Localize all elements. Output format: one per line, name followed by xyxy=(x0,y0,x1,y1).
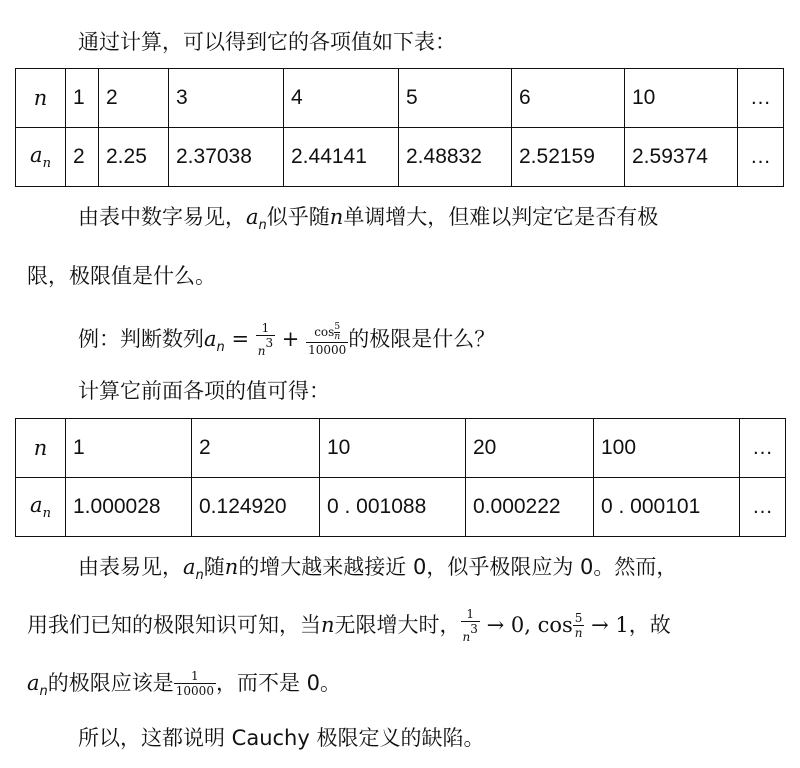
compute-line: 计算它前面各项的值可得： xyxy=(78,379,330,403)
table-row xyxy=(16,69,784,128)
text: 随 xyxy=(203,555,225,579)
conclusion-line: 所以，这都说明 Cauchy 极限定义的缺陷。 xyxy=(78,726,485,750)
paragraph-2-line-2 xyxy=(27,608,671,644)
limit-arrow-expression: → 0, cos xyxy=(479,613,573,637)
var-n: n xyxy=(462,630,471,644)
var-sub-n: n xyxy=(42,506,51,521)
paragraph-1-line-1 xyxy=(78,202,658,241)
text: 的极限应该是 xyxy=(47,671,174,695)
table-cell: 4 xyxy=(284,69,399,128)
var-n: n xyxy=(574,626,583,640)
table-cell: 2.48832 xyxy=(399,128,512,187)
row-label-n: n xyxy=(16,419,66,478)
table-cell: 0 . 001088 xyxy=(320,478,466,537)
fraction-cos-over-10000 xyxy=(306,323,348,357)
denominator xyxy=(461,622,480,644)
inner-denominator: n xyxy=(334,332,341,342)
var-a: a xyxy=(183,555,196,579)
text: 的增大越来越接近 0，似乎极限应为 0。然而， xyxy=(238,555,678,579)
var-a: a xyxy=(246,205,259,229)
text: ，而不是 0。 xyxy=(215,671,342,695)
table-cell: 10 xyxy=(320,419,466,478)
table-cell: 10 xyxy=(625,69,738,128)
table-cell: 2.44141 xyxy=(284,128,399,187)
text: 单调增大，但难以判定它是否有极 xyxy=(343,205,659,229)
values-table-2 xyxy=(15,418,786,537)
table-cell-ellipsis: … xyxy=(738,128,784,187)
text: 用我们已知的极限知识可知，当 xyxy=(27,613,321,637)
text: 的极限是什么？ xyxy=(348,327,496,351)
table-cell: 20 xyxy=(466,419,594,478)
text: 例：判断数列 xyxy=(78,327,204,351)
text: 由表中数字易见， xyxy=(78,205,246,229)
table-cell: 0 . 000101 xyxy=(594,478,740,537)
table-cell: 2 xyxy=(99,69,169,128)
fraction-1-over-n3 xyxy=(461,608,480,644)
table-cell: 2.59374 xyxy=(625,128,738,187)
row-label-an xyxy=(16,128,66,187)
fraction-1-over-10000 xyxy=(174,670,216,698)
table-cell: 2.37038 xyxy=(169,128,284,187)
table-cell: 2 xyxy=(66,128,99,187)
denominator: 10000 xyxy=(175,684,214,698)
paragraph-2-line-1 xyxy=(78,552,677,591)
denominator: 10000 xyxy=(308,343,347,357)
table-cell: 0.124920 xyxy=(192,478,320,537)
row-label-an xyxy=(16,478,66,537)
values-table-1 xyxy=(15,68,784,187)
table-row xyxy=(16,128,784,187)
numerator: 5 xyxy=(573,612,585,626)
cos-function: cos xyxy=(314,325,335,339)
var-sub-n: n xyxy=(195,568,204,583)
var-sub-n: n xyxy=(39,684,48,699)
text: 似乎随 xyxy=(266,205,330,229)
var-n: n xyxy=(224,555,239,579)
text: 由表易见， xyxy=(78,555,183,579)
var-sub-n: n xyxy=(258,218,267,233)
var-sub-n: n xyxy=(42,156,51,171)
denominator xyxy=(256,336,275,358)
table-cell: 0.000222 xyxy=(466,478,594,537)
inner-numerator: 5 xyxy=(334,322,341,332)
table-row xyxy=(16,419,786,478)
intro-line: 通过计算，可以得到它的各项值如下表： xyxy=(78,30,456,54)
inner-fraction xyxy=(334,323,340,342)
exponent: 3 xyxy=(265,336,274,350)
exponent: 3 xyxy=(470,622,478,636)
table-cell: 2 xyxy=(192,419,320,478)
paragraph-1-line-2: 限，极限值是什么。 xyxy=(27,264,216,288)
numerator xyxy=(306,323,348,343)
table-cell-ellipsis: … xyxy=(740,419,786,478)
row-label-n: n xyxy=(16,69,66,128)
fraction-5-over-n xyxy=(573,612,585,640)
table-cell: 2.52159 xyxy=(512,128,625,187)
var-sub-n: n xyxy=(216,340,225,355)
var-a: a xyxy=(27,671,40,695)
table-cell: 1 xyxy=(66,69,99,128)
numerator: 1 xyxy=(174,670,216,684)
limit-arrow-expression: → 1 xyxy=(584,613,629,637)
denominator xyxy=(573,626,585,640)
table-cell: 5 xyxy=(399,69,512,128)
paragraph-2-line-3 xyxy=(27,666,341,709)
table-cell: 100 xyxy=(594,419,740,478)
var-n: n xyxy=(329,205,344,229)
numerator: 1 xyxy=(256,322,275,336)
text: ，故 xyxy=(628,613,671,637)
var-n: n xyxy=(321,613,335,637)
table-cell: 3 xyxy=(169,69,284,128)
example-line xyxy=(78,322,495,365)
table-cell-ellipsis: … xyxy=(738,69,784,128)
table-cell: 1 xyxy=(66,419,192,478)
table-row xyxy=(16,478,786,537)
table-cell: 1.000028 xyxy=(66,478,192,537)
var-a: a xyxy=(30,493,43,517)
var-n: n xyxy=(257,344,266,358)
fraction-1-over-n3 xyxy=(256,322,275,358)
equals-sign: = xyxy=(224,327,256,351)
text: 无限增大时， xyxy=(334,613,461,637)
table-cell-ellipsis: … xyxy=(740,478,786,537)
var-a: a xyxy=(204,327,217,351)
table-cell: 6 xyxy=(512,69,625,128)
plus-sign: + xyxy=(275,327,307,351)
numerator: 1 xyxy=(461,608,480,622)
table-cell: 2.25 xyxy=(99,128,169,187)
var-a: a xyxy=(30,143,43,167)
